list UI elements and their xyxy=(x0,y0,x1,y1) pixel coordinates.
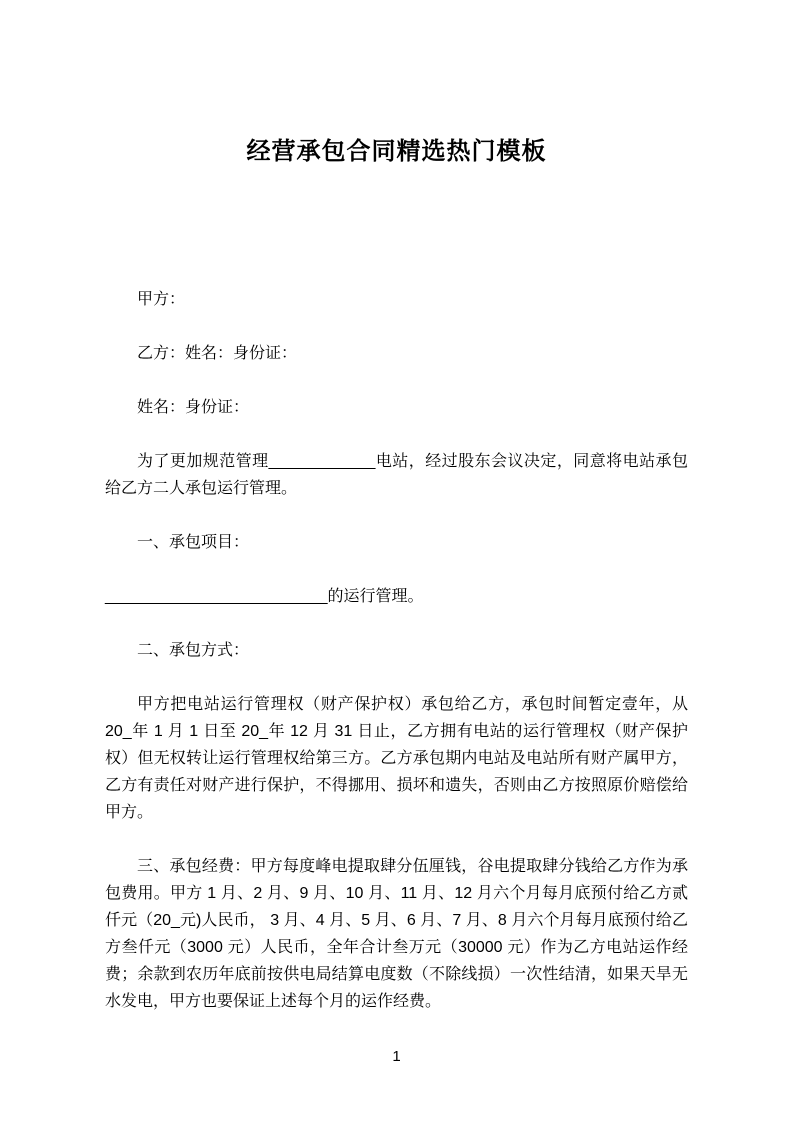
document-title: 经营承包合同精选热门模板 xyxy=(246,138,547,165)
page-number: 1 xyxy=(392,1048,401,1065)
section-3-body: 三、承包经费：甲方每度峰电提取肆分伍厘钱，谷电提取肆分钱给乙方作为承包费用。甲方 1 月、2 月、9 月、10 月、11 月、12 月六个月每月底预付给乙方贰仟元（20_元)人民币， 3 月、4 月、5 月、6 月、7 月、8 月六个月每月底预付给乙方叁仟元（3000 元）人民币，全年合计叁万元（30000 元）作为乙方电站运作经费；余款到农历年底前按供电局结算电度数（不除线损）一次性结清，如果天旱无水发电，甲方也要保证上述每个月的运作经费。 xyxy=(105,858,688,1010)
section-2-heading: 二、承包方式： xyxy=(137,642,250,659)
name-id-line: 姓名：身份证： xyxy=(137,399,250,416)
intro-paragraph: 为了更加规范管理____________电站，经过股东会议决定，同意将电站承包给乙方二人承包运行管理。 xyxy=(105,453,688,497)
party-a-line: 甲方： xyxy=(137,291,186,308)
document-body xyxy=(105,286,688,1015)
blank-fill-line: _________________________的运行管理。 xyxy=(105,588,424,605)
section-2-body: 甲方把电站运行管理权（财产保护权）承包给乙方，承包时间暂定壹年，从 20_年 1 月 1 日至 20_年 12 月 31 日止，乙方拥有电站的运行管理权（财产保护权）但无权转让运行管理权给第三方。乙方承包期内电站及电站所有财产属甲方，乙方有责任对财产进行保护，不得挪用、损坏和遗失，否则由乙方按照原价赔偿给甲方。 xyxy=(105,696,688,821)
party-b-line: 乙方：姓名：身份证： xyxy=(137,345,298,362)
section-1-heading: 一、承包项目： xyxy=(137,534,250,551)
